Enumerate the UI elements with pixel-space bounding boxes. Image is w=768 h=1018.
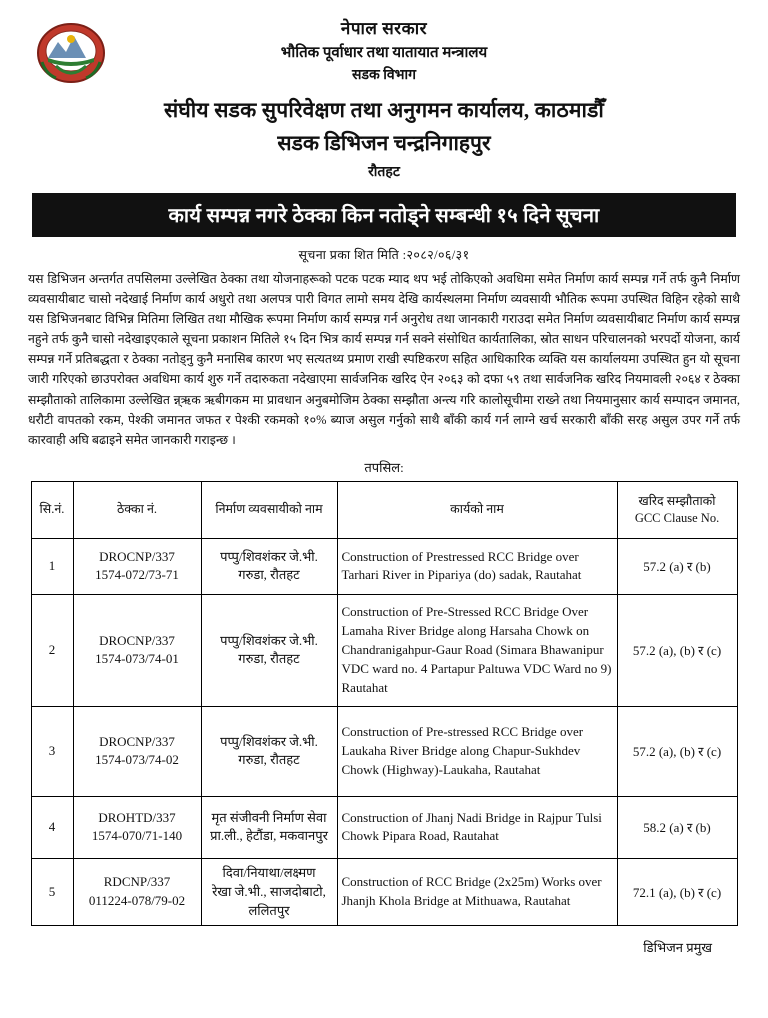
publication-date: सूचना प्रका शित मिति :२०८२/०६/३१ — [298, 248, 470, 262]
gov-line-1: नेपाल सरकार — [340, 19, 428, 38]
contract-no-line1: RDCNP/337 — [103, 874, 171, 890]
contract-no-line1: DROCNP/337 — [99, 548, 175, 564]
cell-sn: 5 — [31, 858, 73, 926]
contract-no-line1: DROHTD/337 — [98, 809, 176, 825]
cell-sn: 3 — [31, 706, 73, 796]
contract-no-line2: 1574-070/71-140 — [91, 828, 183, 844]
cell-work-name: Construction of Pre-stressed RCC Bridge over Laukaha River Bridge along Chapur-Sukhdev Chowk (Highway)-Laukaha, Rautahat — [337, 706, 617, 796]
cell-contractor — [201, 594, 337, 706]
contractor-line1: मृत संजीवनी निर्माण सेवा — [211, 809, 327, 825]
cell-contract-no — [73, 796, 201, 858]
cell-sn: 1 — [31, 538, 73, 594]
contractor-line2: गरुडा, रौतहट — [238, 752, 300, 768]
cell-work-name: Construction of Pre-Stressed RCC Bridge Over Lamaha River Bridge along Harsaha Chowk on Chandranigahpur-Gaur Road (Simara Bhawanipur VDC ward no. 4 Partapur Paltuwa VDC Ward no 9) Rautahat — [337, 594, 617, 706]
cell-contractor — [201, 538, 337, 594]
gov-line-2: भौतिक पूर्वाधार तथा यातायात मन्त्रालय — [280, 45, 488, 61]
contractor-line1: पप्पु/शिवशंकर जे.भी. — [220, 733, 318, 749]
cell-gcc: 57.2 (a), (b) र (c) — [617, 594, 737, 706]
cell-contract-no — [73, 858, 201, 926]
column-header-gcc-line2: GCC Clause No. — [634, 510, 720, 525]
cell-contractor — [201, 706, 337, 796]
schedule-label: तपसिल: — [364, 459, 404, 475]
contractor-line2: रेखा जे.भी., साजदोबाटो, ललितपुर — [212, 883, 326, 918]
cell-contractor — [201, 858, 337, 926]
contractor-line2: गरुडा, रौतहट — [238, 651, 300, 667]
cell-gcc: 58.2 (a) र (b) — [617, 796, 737, 858]
notice-body-paragraph: यस डिभिजन अन्तर्गत तपसिलमा उल्लेखित ठेक्का तथा योजनाहरूको पटक पटक म्याद थप भई तोकिएको अवधिमा समेत निर्माण कार्य सम्पन्न गर्ने तर्फ कुनै निर्माण व्यवसायीबाट चासो नदेखाई निर्माण कार्य अधुरो तथा अलपत्र पारी विगत लामो समय देखि कार्यस्थलमा निर्माण व्यवसायी भौतिक रूपमा उपस्थित विहिन रहेको साथै यस डिभिजनबाट विभिन्न मितिमा लिखित तथा मौखिक रूपमा निर्माण कार्य सम्पन्न गर्न अनुरोध तथा जानकारी गराउदा समेत निर्माण व्यवसायीबाट निर्माण कार्य सम्पन्न नहुने तर्फ कुनै चासो नदेखाइएकाले सूचना प्रकाशन मितिले १५ दिन भित्र कार्य सम्पन्न गर्न सक्ने संसोधित कार्यतालिका, स्रोत साधन परिचालनको भरपर्दो योजना, कार्य सम्पन्न गर्ने प्रतिबद्धता र ठेक्का नतोड्नु कुनै मनासिब कारण भए सत्यतथ्य प्रमाण राखी स्पष्टिकरण सहित आधिकारिक व्यक्ति यस कार्यालयमा उपस्थित हुन यो सूचना जारी गरिएको छाउपरोक्त अवधिमा कार्य शुरु गर्ने तदारुकता नदेखाएमा सार्वजनिक खरिद ऐन २०६३ को दफा ५९ तथा सार्वजनिक खरिद नियमावली २०६४ र ठेक्का सम्झौताको तालिकामा उल्लेखित न्न्ऋक ऋबीगकम मा प्रावधान अनुबमोजिम ठेक्का सम्झौता अन्त्य गरि कालोसूचीमा राख्ने तथा नियमानुसार कार्य सम्पादन जमानत, धरौटी वापतको रकम, पेश्की जमानत जफत र पेश्की रकमको १०% ब्याज असुल गर्नुको साथै बाँकी कार्य गर्न लाग्ने खर्च सरकारी बाँकी सरह असुल उपर गर्ने तर्फ कारवाही अघि बढाइने समेत जानकारी गराइन्छ । — [28, 272, 740, 447]
contract-no-line1: DROCNP/337 — [99, 733, 175, 749]
office-name: संघीय सडक सुपरिवेक्षण तथा अनुगमन कार्यालय, काठमाडौँ — [163, 98, 604, 122]
cell-contract-no — [73, 706, 201, 796]
contractor-line2: गरुडा, रौतहट — [238, 567, 300, 583]
contractor-line1: दिवा/नियाथा/लक्ष्मण — [222, 864, 316, 880]
table-row — [31, 594, 737, 706]
district-name: रौतहट — [368, 165, 400, 180]
table-row — [31, 858, 737, 926]
gov-line-3: सडक विभाग — [352, 68, 416, 83]
contracts-table — [31, 481, 738, 927]
contract-no-line2: 1574-073/74-02 — [95, 752, 179, 768]
table-row — [31, 706, 737, 796]
nepal-government-emblem-icon — [36, 22, 106, 84]
cell-work-name: Construction of RCC Bridge (2x25m) Works over Jhanjh Khola Bridge at Mithuawa, Rautahat — [337, 858, 617, 926]
cell-gcc: 57.2 (a), (b) र (c) — [617, 706, 737, 796]
cell-sn: 2 — [31, 594, 73, 706]
contract-no-line2: 011224-078/79-02 — [88, 893, 186, 909]
table-header-row — [31, 481, 737, 538]
table-row — [31, 796, 737, 858]
cell-sn: 4 — [31, 796, 73, 858]
contract-no-line2: 1574-072/73-71 — [95, 567, 179, 583]
cell-contract-no — [73, 538, 201, 594]
document-header — [22, 16, 746, 181]
table-row — [31, 538, 737, 594]
cell-gcc: 72.1 (a), (b) र (c) — [617, 858, 737, 926]
contractor-line1: पप्पु/शिवशंकर जे.भी. — [220, 632, 318, 648]
cell-work-name: Construction of Prestressed RCC Bridge over Tarhari River in Pipariya (do) sadak, Rautahat — [337, 538, 617, 594]
column-header-gcc-line1: खरिद सम्झौताको — [638, 493, 716, 508]
cell-contractor — [201, 796, 337, 858]
signature-block: डिभिजन प्रमुख — [643, 940, 712, 956]
cell-contract-no — [73, 594, 201, 706]
cell-gcc: 57.2 (a) र (b) — [617, 538, 737, 594]
column-header-work-name: कार्यको नाम — [337, 481, 617, 538]
column-header-gcc — [617, 481, 737, 538]
contract-no-line2: 1574-073/74-01 — [95, 651, 179, 667]
contractor-line1: पप्पु/शिवशंकर जे.भी. — [220, 548, 318, 564]
contract-no-line1: DROCNP/337 — [99, 632, 175, 648]
column-header-sn: सि.नं. — [31, 481, 73, 538]
cell-work-name: Construction of Jhanj Nadi Bridge in Rajpur Tulsi Chowk Pipara Road, Rautahat — [337, 796, 617, 858]
column-header-contractor: निर्माण व्यवसायीको नाम — [201, 481, 337, 538]
division-name: सडक डिभिजन चन्द्रनिगाहपुर — [277, 131, 491, 155]
column-header-contract-no: ठेक्का नं. — [73, 481, 201, 538]
contractor-line2: प्रा.ली., हेटौंडा, मकवानपुर — [210, 828, 328, 844]
notice-title-banner: कार्य सम्पन्न नगरे ठेक्का किन नतोड्ने सम्बन्धी १५ दिने सूचना — [32, 193, 736, 237]
